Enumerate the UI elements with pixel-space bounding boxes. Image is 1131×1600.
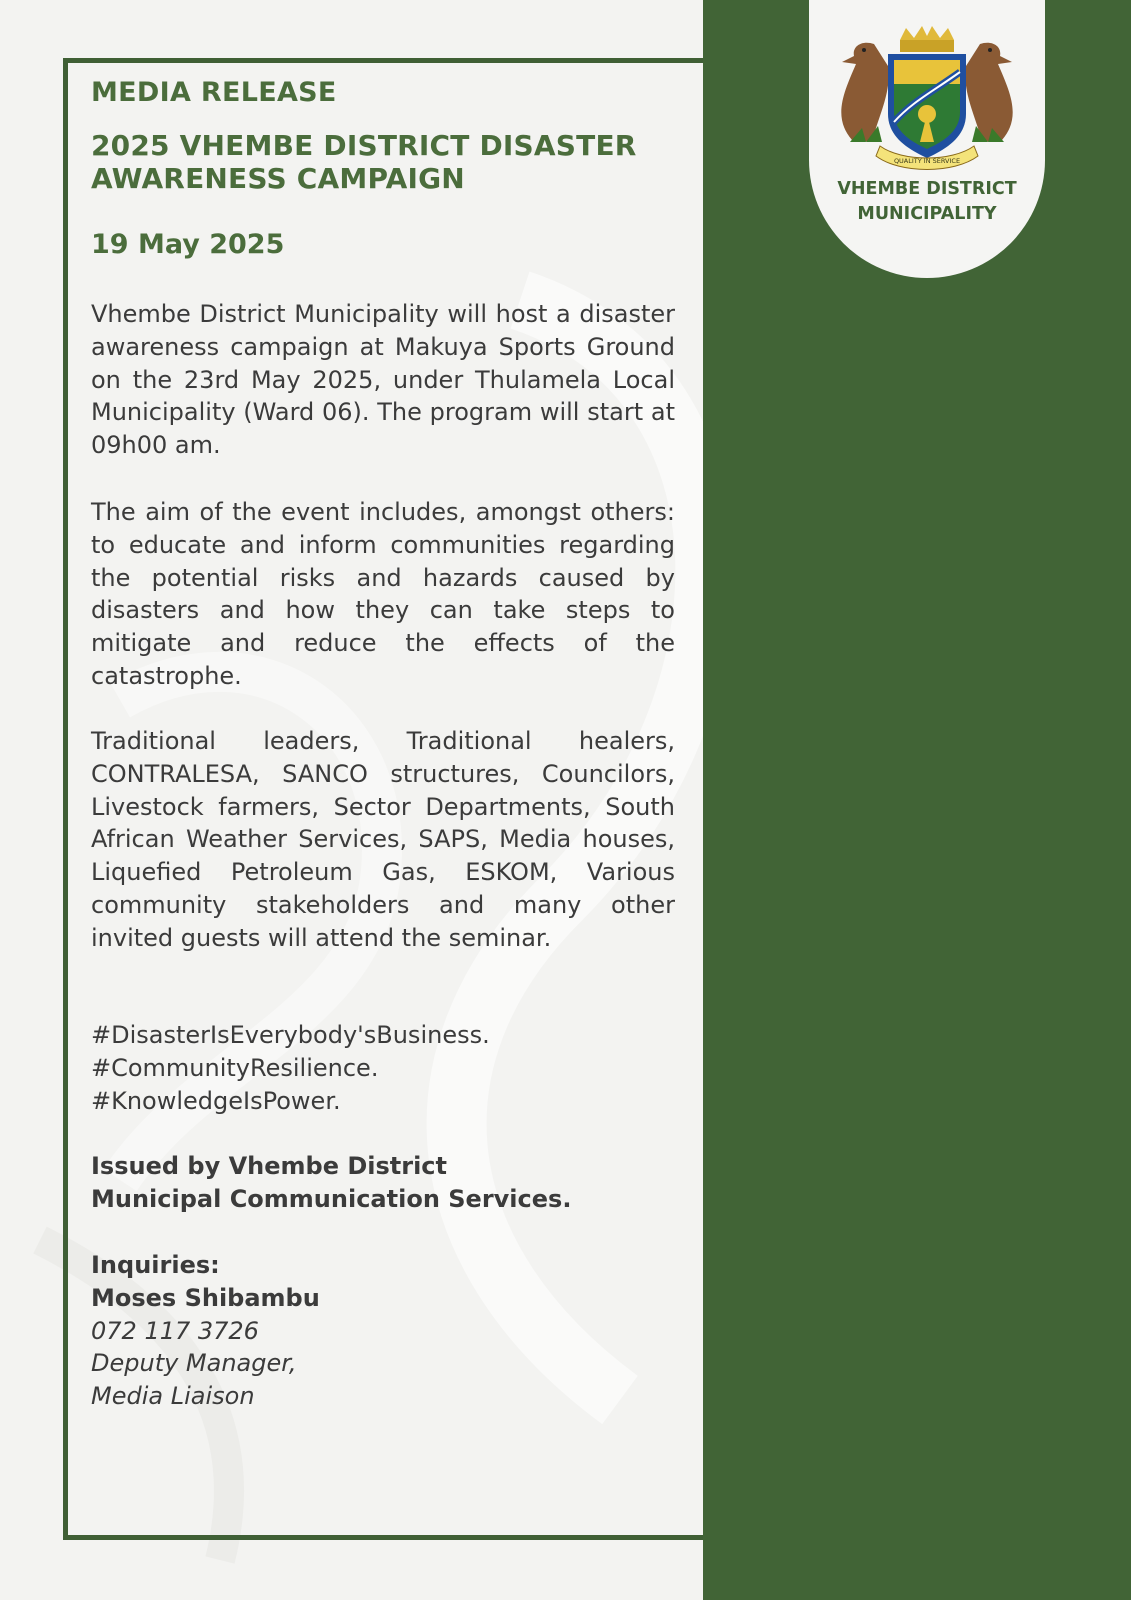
issued-by-line: Municipal Communication Services. xyxy=(91,1184,572,1213)
inquiries-label: Inquiries: xyxy=(91,1251,220,1279)
issued-by-line: Issued by Vhembe District xyxy=(91,1152,448,1180)
title-line: AWARENESS CAMPAIGN xyxy=(91,162,465,195)
shield-icon xyxy=(888,54,966,158)
contact-role: Media Liaison xyxy=(91,1382,255,1411)
coat-of-arms-icon xyxy=(822,22,1032,182)
municipality-name-line: MUNICIPALITY xyxy=(857,204,997,224)
municipality-name xyxy=(812,177,1042,227)
crown-icon xyxy=(900,26,954,52)
title-line: 2025 VHEMBE DISTRICT DISASTER xyxy=(91,129,637,162)
contact-name: Moses Shibambu xyxy=(91,1283,320,1312)
contact-role: Deputy Manager, xyxy=(91,1349,297,1378)
release-date: 19 May 2025 xyxy=(91,229,285,260)
hashtags xyxy=(91,1019,675,1117)
hashtag: #CommunityResilience. xyxy=(91,1053,379,1082)
issued-by xyxy=(91,1150,675,1216)
contact-phone: 072 117 3726 xyxy=(91,1316,259,1345)
paragraph-event-aim: The aim of the event includes, amongst others: to educate and inform communities regarding the potential risks and hazards caused by disasters and how they can take steps to mitigate and reduce the effects of the catastrophe. xyxy=(91,498,675,690)
hashtag: #KnowledgeIsPower. xyxy=(91,1086,341,1115)
hashtag: #DisasterIsEverybody'sBusiness. xyxy=(91,1021,490,1049)
bird-supporter-left-icon xyxy=(841,43,888,142)
municipality-name-line: VHEMBE DISTRICT xyxy=(837,179,1017,199)
paragraph-event-details: Vhembe District Municipality will host a disaster awareness campaign at Makuya Sports Ground on the 23rd May 2025, under Thulamela Local Municipality (Ward 06). The program will start at 09h00 am. xyxy=(91,300,675,460)
release-title xyxy=(91,129,675,195)
inquiries-block xyxy=(91,1249,675,1413)
motto-text: QUALITY IN SERVICE xyxy=(893,157,961,165)
paragraph-attendees: Traditional leaders, Traditional healers, CONTRALESA, SANCO structures, Councilors, Livestock farmers, Sector Departments, South African Weather Services, SAPS, Media houses, Liquefied Petroleum Gas, ESKOM, Various community stakeholders and many other invited guests will attend the seminar. xyxy=(91,727,675,952)
bird-supporter-right-icon xyxy=(965,43,1012,142)
media-release-label: MEDIA RELEASE xyxy=(91,77,337,108)
